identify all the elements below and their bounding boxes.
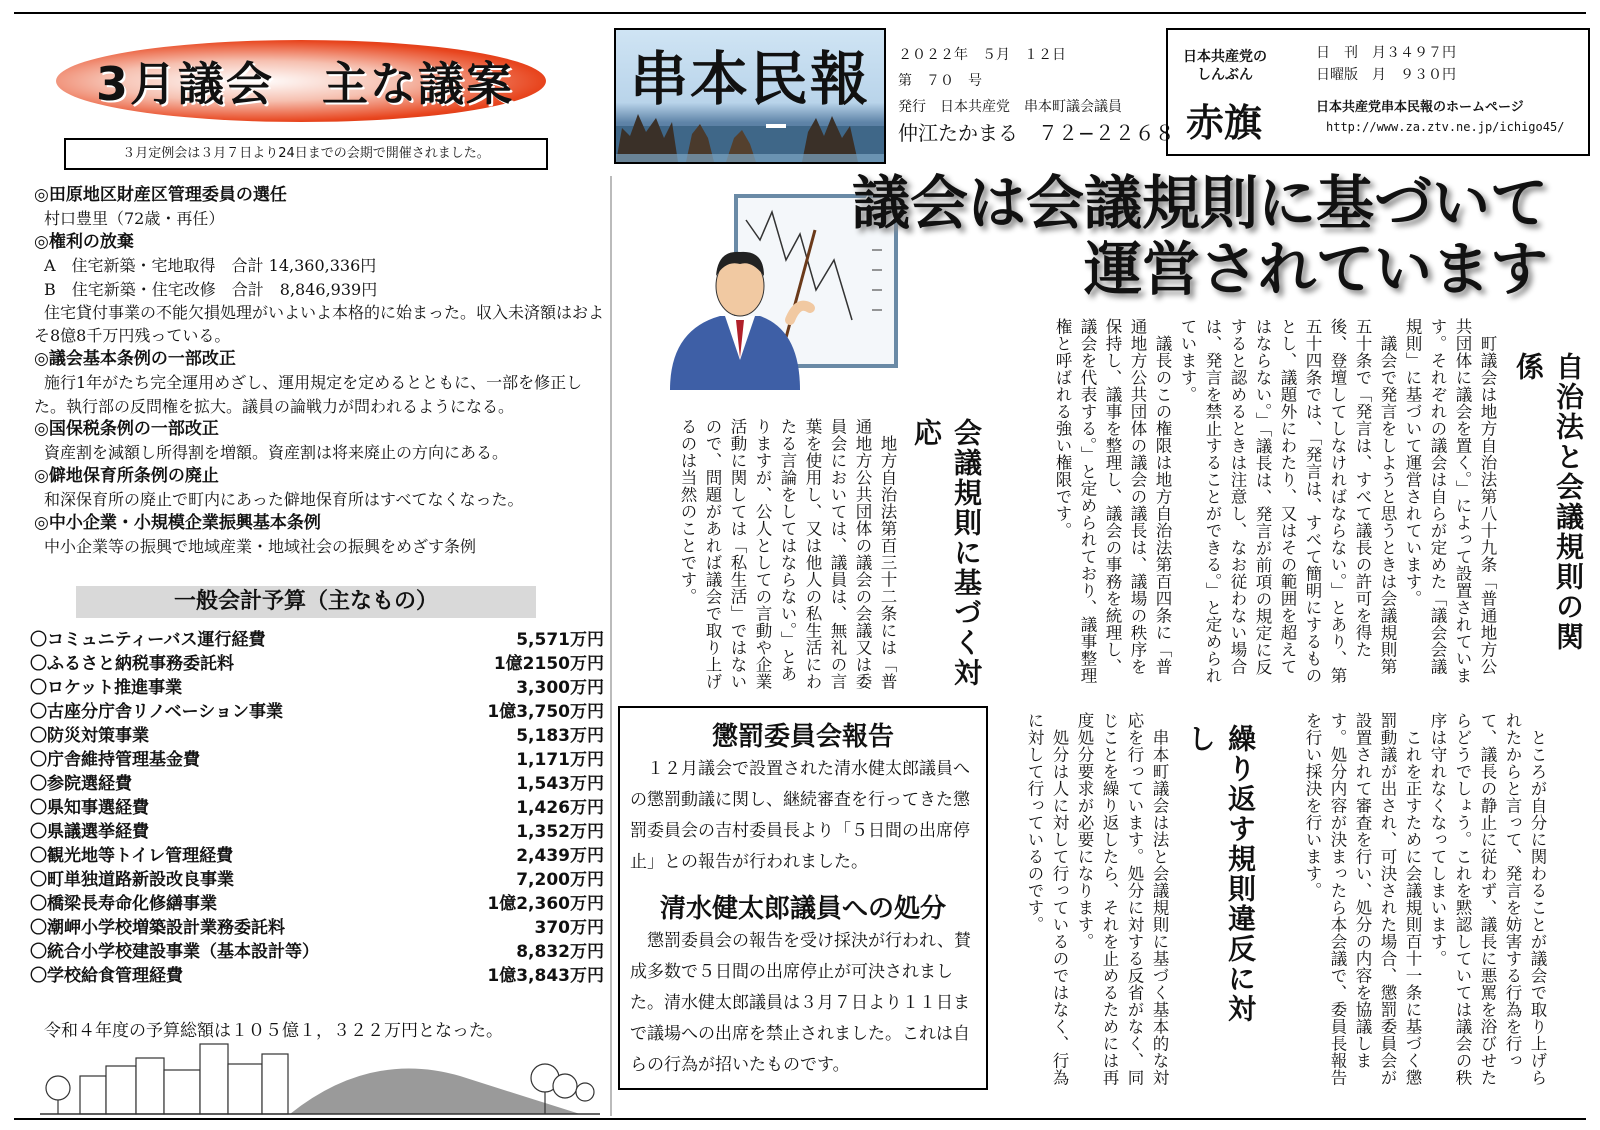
budget-item-name: 〇町単独道路新設改良事業 xyxy=(30,870,234,890)
budget-item-amount: 7,200万円 xyxy=(516,870,604,890)
budget-item-name: 〇観光地等トイレ管理経費 xyxy=(30,846,234,866)
budget-item-name: 〇県議選挙経費 xyxy=(30,822,149,842)
list-item xyxy=(30,964,604,988)
penalty-disposal-heading: 清水健太郎議員への処分 xyxy=(659,894,946,924)
list-item xyxy=(30,796,604,820)
article-section-2 xyxy=(618,418,900,690)
budget-item-name: 〇古座分庁舎リノベーション事業 xyxy=(30,702,283,722)
list-item xyxy=(30,772,604,796)
budget-item-amount: 8,832万円 xyxy=(516,942,604,962)
paragraph: 町議会は地方自治法第八十九条「普通地方公共団体に議会を置く。」によって設置されています。それぞれの議会は自らが定めた「議会会議規則」に基づいて運営されています。 xyxy=(1403,318,1497,684)
budget-item-name: 〇橋梁長寿命化修繕事業 xyxy=(30,894,217,914)
budget-item-amount: 1,352万円 xyxy=(516,822,604,842)
article-section-1 xyxy=(954,318,1500,690)
issue-number: 第 ７０ 号 xyxy=(898,73,982,89)
list-item xyxy=(30,916,604,940)
town-illustration xyxy=(40,1036,600,1118)
headline-line-1: 議会は会議規則に基づいて xyxy=(851,169,1548,237)
article-section-3 xyxy=(1220,712,1550,1096)
budget-item-name: 〇庁舎維持管理基金費 xyxy=(30,750,200,770)
budget-item-amount: 2,439万円 xyxy=(516,846,604,866)
section-heading: 繰り返す規則違反に対し xyxy=(1184,724,1257,1024)
column-divider xyxy=(610,176,612,1116)
paragraph: ところが自分に関わることが議会で取り上げられたからと言って、発言を妨害する行為を行って、議長の静止に従わず、議長に悪罵を浴びせたらどうでしょう。これを黙認していては議会の秩序は守れなくなってしまいます。 xyxy=(1428,712,1547,1086)
list-item xyxy=(30,868,604,892)
bill-note: 住宅貸付事業の不能欠損処理がいよいよ本格的に始まった。収入未済額はおよそ8億8千万円残っている。 xyxy=(34,303,605,346)
paragraph: 議会で発言をしようと思うときは会議規則第五十条で「発言は、すべて議長の許可を得た後、登壇してしなければならない。」とあり、第五十四条では、「発言は、すべて簡明にするものとし、議題外にわたり、又はその範囲を超えてはならない。」「議長は、発言が前項の規定に反すると認めるときは注意し、なお従わない場合は、発言を禁止することができる。」と定められています。 xyxy=(1178,318,1397,684)
penalty-disposal-text: 懲罰委員会の報告を受け採決が行われ、賛成多数で５日間の出席停止が可決されました。清水健太郎議員は３月７日より１１日まで議場への出席を禁止されました。これは自らの行為が招いたものです。 xyxy=(630,931,972,1075)
list-item xyxy=(30,844,604,868)
paragraph: 地方自治法第百三十二条には「普通地方公共団体の議会の会議又は委員会においては、議員は、無礼の言葉を使用し、又は他人の私生活にわたる言論をしてはならない。」とありますが、公人としての言動や企業活動に関しては「私生活」ではないので、問題があれば議会で取り上げるのは当然のことです。 xyxy=(678,418,897,690)
budget-item-amount: 1,426万円 xyxy=(516,798,604,818)
list-item xyxy=(30,676,604,700)
paragraph: 串本町議会は法と会議規則に基づく基本的な対応を行っています。処分に対する反省がなく、同じことを繰り返したら、それを止めるためには再度処分要求が必要になります。 xyxy=(1075,712,1169,1086)
budget-item-amount: 1,171万円 xyxy=(516,750,604,770)
budget-item-amount: 3,300万円 xyxy=(516,678,604,698)
issue-info xyxy=(898,42,1175,146)
budget-list xyxy=(30,628,604,988)
bill-note: 施行1年がたち完全運用めざし、運用規定を定めるとともに、一部を修正した。執行部の反問権を拡大。議員の論戦力が問われるようになる。 xyxy=(34,373,583,416)
bill-line: A 住宅新築・宅地取得 合計 14,360,336円 xyxy=(44,256,377,276)
bottom-rule xyxy=(14,1118,1586,1120)
list-item xyxy=(30,652,604,676)
bill-heading: ◎権利の放棄 xyxy=(34,231,134,252)
price-daily: 日 刊 月３４９７円 xyxy=(1316,45,1456,61)
budget-item-amount: 1億2,360万円 xyxy=(487,894,604,914)
homepage-label: 日本共産党串本民報のホームページ xyxy=(1316,100,1524,115)
budget-item-amount: 370万円 xyxy=(534,918,604,938)
list-item xyxy=(30,940,604,964)
bills-list xyxy=(34,184,604,559)
bill-line: B 住宅新築・住宅改修 合計 8,846,939円 xyxy=(44,279,378,299)
budget-item-name: 〇統合小学校建設事業（基本設計等） xyxy=(30,942,319,962)
budget-total: 令和４年度の予算総額は１０５億１，３２２万円となった。 xyxy=(44,1021,503,1041)
paragraph: これを正すために会議規則百十一条に基づく懲罰動議が出され、可決された場合、懲罰委員会が設置されて審査を行い、処分の内容を協議します。処分内容が決まったら本会議で、委員長報告を行い採決を行います。 xyxy=(1303,712,1422,1086)
list-item xyxy=(30,748,604,772)
homepage-link[interactable]: http://www.za.ztv.ne.jp/ichigo45/ xyxy=(1326,120,1565,134)
section-heading: 自治法と会議規則の関係 xyxy=(1512,352,1585,652)
bill-heading: ◎議会基本条例の一部改正 xyxy=(34,348,236,369)
price-sunday: 日曜版 月 ９３０円 xyxy=(1316,67,1456,83)
budget-item-amount: 1億2150万円 xyxy=(493,654,604,674)
bill-note: 資産割を減額し所得割を増額。資産割は将来廃止の方向にある。 xyxy=(44,443,509,463)
section-heading: 会議規則に基づく対応 xyxy=(910,418,983,688)
bill-heading: ◎国保税条例の一部改正 xyxy=(34,419,219,440)
budget-heading: 一般会計予算（主なもの） xyxy=(76,586,536,618)
list-item xyxy=(30,820,604,844)
akahata-box xyxy=(1166,28,1590,156)
list-item xyxy=(30,628,604,652)
page-title: 3月議会 主な議案 xyxy=(96,57,515,111)
budget-item-name: 〇県知事選経費 xyxy=(30,798,149,818)
bill-heading: ◎中小企業・小規模企業振興基本条例 xyxy=(34,512,321,533)
publisher: 発行 日本共産党 串本町議会議員 xyxy=(898,99,1122,115)
list-item xyxy=(30,724,604,748)
bill-heading: ◎僻地保育所条例の廃止 xyxy=(34,465,219,486)
coast-rocks-image xyxy=(616,108,884,162)
headline xyxy=(808,170,1548,302)
list-item xyxy=(30,892,604,916)
article-section-4 xyxy=(996,712,1172,1096)
penalty-report-text: １２月議会で設置された清水健太郎議員への懲罰動議に関し、継続審査を行ってきた懲罰委員会の吉村委員長より「５日間の出席停止」との報告が行われました。 xyxy=(630,759,970,872)
bill-heading: ◎田原地区財産区管理委員の選任 xyxy=(34,185,287,205)
budget-item-name: 〇参院選経費 xyxy=(30,774,132,794)
akahata-subtitle: 日本共産党の しんぶん xyxy=(1183,49,1267,83)
budget-item-name: 〇潮岬小学校増築設計業務委託料 xyxy=(30,918,285,938)
masthead xyxy=(614,28,886,164)
bill-note: 和深保育所の廃止で町内にあった僻地保育所はすべてなくなった。 xyxy=(44,490,524,510)
penalty-report-heading: 懲罰委員会報告 xyxy=(711,722,894,752)
author: 仲江たかまる ７２−２２６８ xyxy=(898,121,1175,145)
issue-date: ２０２２年 ５月 １２日 xyxy=(898,47,1066,63)
session-note: ３月定例会は３月７日より24日までの会期で開催されました。 xyxy=(64,138,548,170)
budget-item-amount: 1億3,750万円 xyxy=(487,702,604,722)
budget-item-name: 〇ふるさと納税事務委託料 xyxy=(30,654,234,674)
budget-item-name: 〇学校給食管理経費 xyxy=(30,966,183,986)
masthead-title: 串本民報 xyxy=(629,45,870,113)
budget-item-amount: 5,183万円 xyxy=(516,726,604,746)
paragraph: 処分は人に対して行っているのではなく、行為に対して行っているのです。 xyxy=(1025,712,1069,1086)
list-item xyxy=(30,700,604,724)
budget-item-name: 〇コミュニティーバス運行経費 xyxy=(30,630,266,650)
akahata-logo: 赤旗 xyxy=(1186,100,1263,145)
budget-item-name: 〇防災対策事業 xyxy=(30,726,149,746)
headline-line-2: 運営されています xyxy=(1083,235,1548,303)
budget-item-name: 〇ロケット推進事業 xyxy=(30,678,183,698)
paragraph: 議長のこの権限は地方自治法第百四条に「普通地方公共団体の議会の議長は、議場の秩序を保持し、議事を整理し、議会の事務を統理し、議会を代表する。」と定められており、議事整理権と呼ばれる強い権限です。 xyxy=(1053,318,1172,684)
bill-note: 中小企業等の振興で地域産業・地域社会の振興をめざす条例 xyxy=(44,537,477,557)
top-rule xyxy=(14,12,1586,14)
bill-line: 村口豊里（72歳・再任） xyxy=(44,209,225,229)
penalty-box xyxy=(618,706,988,1090)
price-list xyxy=(1316,42,1456,86)
budget-item-amount: 1,543万円 xyxy=(516,774,604,794)
budget-item-amount: 1億3,843万円 xyxy=(487,966,604,986)
budget-item-amount: 5,571万円 xyxy=(516,630,604,650)
